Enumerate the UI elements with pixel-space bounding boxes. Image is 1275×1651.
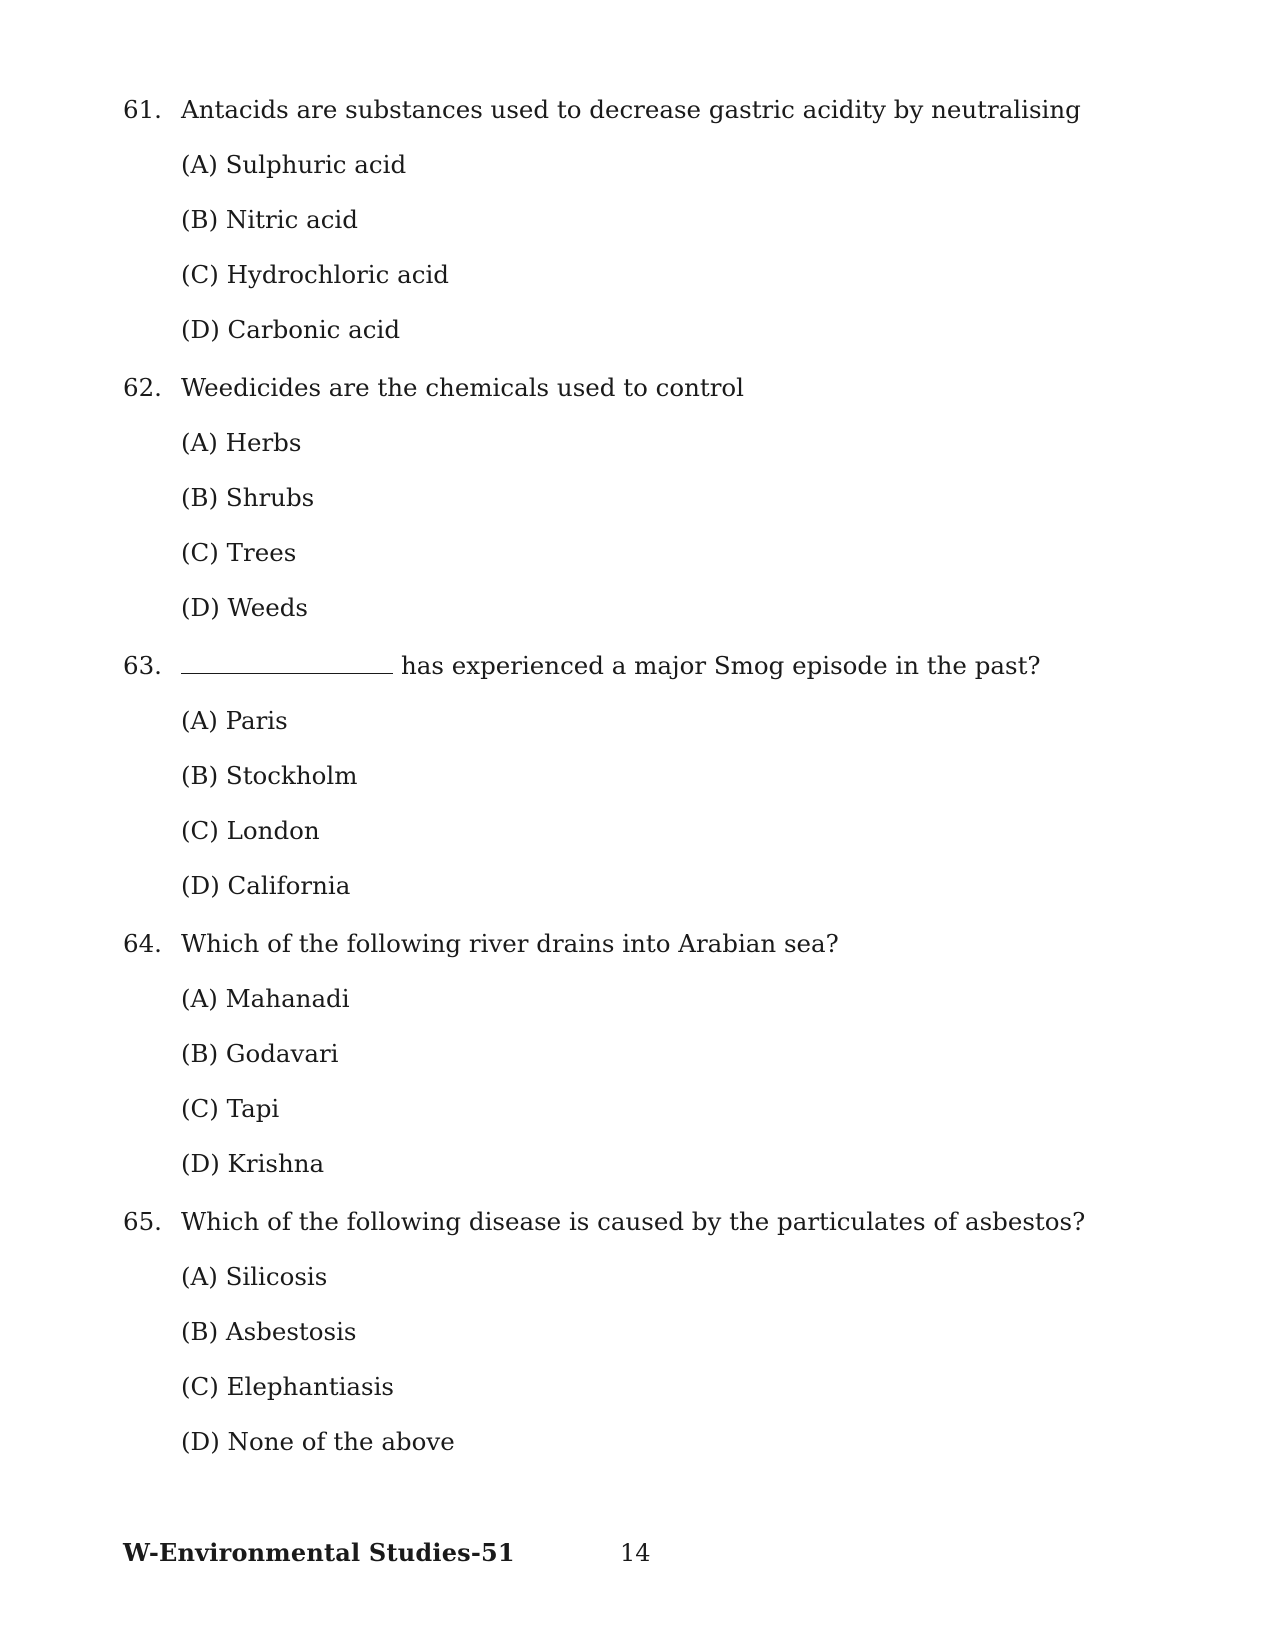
option-c: (C) Hydrochloric acid: [181, 260, 449, 289]
option-a: (A) Paris: [181, 706, 288, 735]
option-list: [181, 1262, 1163, 1457]
paper-code: W-Environmental Studies-51: [123, 1538, 515, 1567]
question-stem: [123, 651, 1163, 681]
option-b: (B) Shrubs: [181, 483, 315, 512]
option-d: (D) Krishna: [181, 1149, 325, 1178]
option-b: (B) Nitric acid: [181, 205, 358, 234]
question-text: Which of the following river drains into Arabian sea?: [181, 929, 839, 958]
option-c: (C) Tapi: [181, 1094, 280, 1123]
question-text: Antacids are substances used to decrease gastric acidity by neutralising: [181, 95, 1081, 124]
question-stem: [123, 1207, 1163, 1237]
page-footer: [123, 1537, 723, 1569]
question-number: 63.: [123, 651, 162, 680]
question-number: 62.: [123, 373, 162, 402]
question-stem: [123, 373, 1163, 403]
option-d: (D) None of the above: [181, 1427, 455, 1456]
question-stem: [123, 95, 1163, 125]
option-list: [181, 984, 1163, 1179]
option-b: (B) Asbestosis: [181, 1317, 357, 1346]
question-61: [123, 95, 1163, 345]
fill-in-blank: [181, 651, 393, 674]
option-a: (A) Silicosis: [181, 1262, 328, 1291]
option-d: (D) Carbonic acid: [181, 315, 401, 344]
question-63: [123, 651, 1163, 901]
question-text: has experienced a major Smog episode in the past?: [401, 651, 1041, 680]
question-65: [123, 1207, 1163, 1457]
page-number: 14: [620, 1539, 651, 1567]
question-stem: [123, 929, 1163, 959]
question-62: [123, 373, 1163, 623]
option-c: (C) Trees: [181, 538, 297, 567]
option-b: (B) Stockholm: [181, 761, 358, 790]
option-list: [181, 706, 1163, 901]
option-a: (A) Sulphuric acid: [181, 150, 407, 179]
option-a: (A) Mahanadi: [181, 984, 350, 1013]
option-d: (D) Weeds: [181, 593, 308, 622]
option-d: (D) California: [181, 871, 351, 900]
question-text-wrapper: [181, 651, 1163, 681]
question-text: Which of the following disease is caused by the particulates of asbestos?: [181, 1207, 1086, 1236]
question-64: [123, 929, 1163, 1179]
question-number: 61.: [123, 95, 162, 124]
question-number: 64.: [123, 929, 162, 958]
option-list: [181, 428, 1163, 623]
question-number: 65.: [123, 1207, 162, 1236]
option-b: (B) Godavari: [181, 1039, 339, 1068]
option-list: [181, 150, 1163, 345]
question-text: Weedicides are the chemicals used to control: [181, 373, 745, 402]
option-c: (C) London: [181, 816, 320, 845]
option-c: (C) Elephantiasis: [181, 1372, 394, 1401]
option-a: (A) Herbs: [181, 428, 302, 457]
